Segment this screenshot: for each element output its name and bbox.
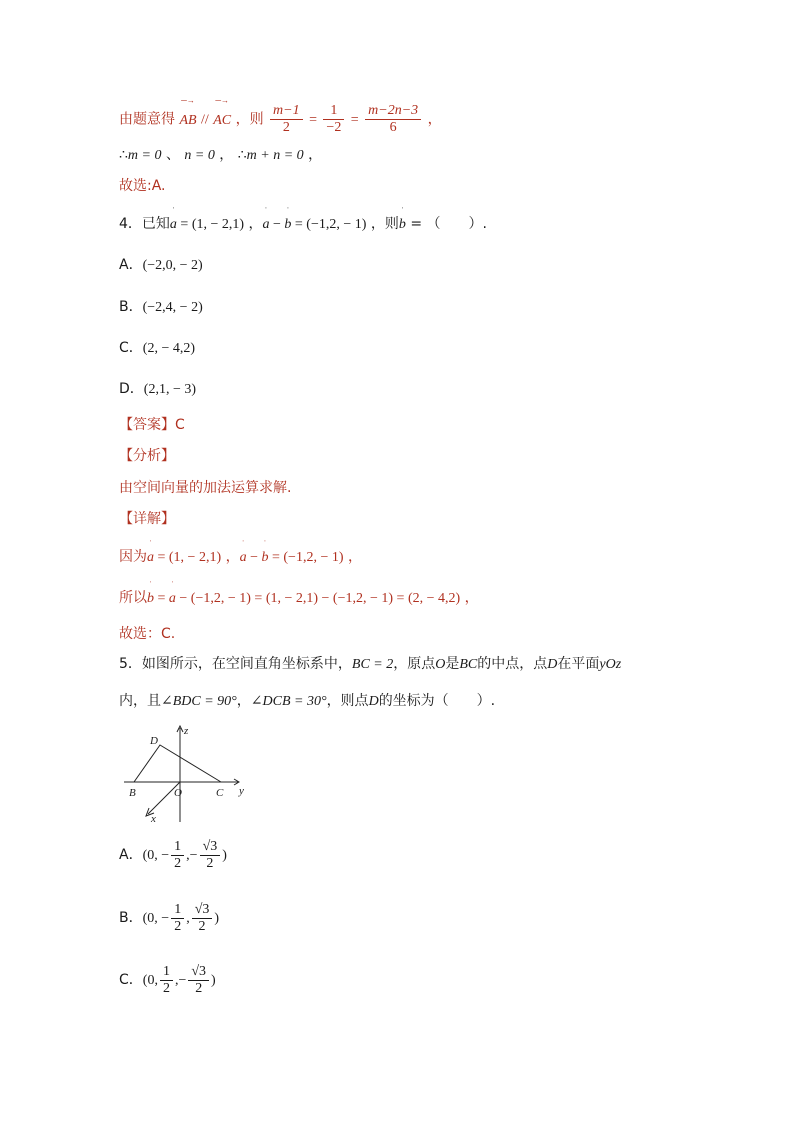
fraction-2-numerator: 1 — [323, 103, 344, 120]
fraction-2 — [323, 103, 344, 136]
fraction-half: $\frac{1}{2}$ — [171, 839, 184, 872]
difference-value: = (−1,2, − 1) — [268, 550, 344, 565]
option-label: C． — [119, 340, 143, 356]
fraction-1-denominator: 2 — [282, 120, 290, 135]
vector-ab: ─→ AB — [179, 95, 197, 128]
vector-a-value: = (1, − 2,1) — [154, 550, 222, 565]
solution-prefix: 由题意得 — [119, 111, 175, 128]
q5-text: 的坐标为（ ）. — [378, 693, 496, 709]
vector-a: ˈ a — [168, 580, 176, 606]
parallel-symbol: // — [201, 112, 209, 128]
q5-text: 内，且 — [119, 693, 161, 709]
triangle-bdc — [134, 745, 221, 782]
vector-arrow-icon: ˈ — [149, 580, 152, 589]
answer-line: 【答案】C — [119, 417, 185, 433]
difference-value: = (−1,2, − 1) — [291, 217, 367, 232]
line-comma: ， — [427, 111, 442, 128]
comma: ， — [219, 147, 234, 163]
vector-arrow-icon: ˈ — [264, 206, 268, 215]
equals-sign: = — [309, 112, 317, 128]
q5-text: 在平面 — [557, 656, 600, 672]
m-equation: m = 0 — [127, 148, 162, 163]
segment-bc: BC — [459, 657, 478, 672]
q5-text: ， — [236, 693, 251, 709]
fraction-1 — [270, 103, 303, 136]
q5-text: ，原点 — [393, 656, 436, 672]
option-b[interactable] — [119, 298, 203, 317]
label-x: x — [151, 813, 156, 825]
angle-dcb: ∠DCB = 30° — [250, 694, 327, 709]
detail-line-2 — [119, 580, 479, 608]
point-d: D — [547, 657, 558, 672]
label-d: D — [150, 735, 158, 747]
then-text: ，则 — [235, 111, 264, 128]
label-y: y — [239, 785, 244, 797]
vector-arrow-icon: ˈ — [263, 539, 267, 548]
detail-title: 【详解】 — [119, 511, 175, 527]
analysis-text: 由空间向量的加法运算求解. — [119, 480, 292, 496]
point-d: D — [368, 694, 379, 709]
q5-option-b[interactable]: B．(0, − $\frac{1}{2}$ , $\frac{√3}{2}$ ) — [119, 901, 220, 934]
label-z: z — [184, 725, 189, 737]
option-value: (−2,0, − 2) — [142, 258, 203, 273]
minus-sign: − — [269, 217, 285, 232]
comma: ， — [308, 147, 323, 163]
detail-line-1 — [119, 539, 362, 567]
solution-line-proportion — [119, 95, 442, 136]
point-o: O — [435, 657, 446, 672]
q5-text: ，则点 — [326, 693, 369, 709]
vector-b: ˈ b — [261, 539, 269, 565]
option-value: (2,1, − 3) — [143, 382, 197, 397]
coordinate-figure — [118, 722, 252, 826]
vector-arrow-icon: ˈ — [241, 539, 245, 548]
label-o: O — [174, 787, 182, 799]
vector-arrow-icon: ˈ — [172, 206, 175, 215]
option-value: (−2,4, − 2) — [142, 300, 203, 315]
vector-a-value: = (1, − 2,1) — [176, 217, 245, 232]
fraction-3 — [365, 103, 421, 136]
separator: 、 — [165, 147, 180, 163]
option-label: C． — [119, 972, 143, 988]
vector-b: ˈ b — [284, 206, 292, 232]
equals-sign: = — [154, 591, 169, 606]
comma: ， — [460, 590, 479, 606]
fraction-half: $\frac{1}{2}$ — [160, 964, 173, 997]
minus-sign: − — [246, 550, 262, 565]
option-label: A． — [119, 257, 143, 273]
equals-sign: = — [350, 112, 359, 128]
because-text: 因为 — [119, 549, 147, 565]
analysis-title: 【分析】 — [119, 448, 175, 464]
fraction-3-denominator: 6 — [389, 120, 397, 135]
label-c: C — [216, 787, 224, 799]
bc-equation: BC = 2 — [351, 657, 394, 672]
option-label: B． — [119, 910, 143, 926]
q5-text: 5．如图所示，在空间直角坐标系中， — [119, 656, 352, 672]
comma: ， — [221, 549, 240, 565]
comma: ， — [244, 216, 263, 232]
solution-line-values — [119, 146, 322, 165]
question-4-stem — [119, 206, 487, 234]
plane-yoz: yOz — [599, 657, 622, 672]
vector-ac: ─→ AC — [213, 95, 232, 128]
choice-line-c: 故选：C. — [119, 626, 176, 642]
fraction-sqrt3-half: $\frac{√3}{2}$ — [192, 902, 213, 935]
vector-arrow-icon: ˈ — [149, 539, 152, 548]
q5-text: 是 — [445, 656, 460, 672]
vector-a: ˈ a — [239, 539, 247, 565]
so-text: 所以 — [119, 590, 147, 606]
question-5-line-1 — [119, 655, 621, 674]
then-text: ，则 — [366, 216, 399, 232]
sum-equation: m + n = 0 — [246, 148, 304, 163]
option-label: D． — [119, 381, 144, 397]
option-a[interactable] — [119, 256, 203, 275]
vector-arrow-icon: ˈ — [171, 580, 174, 589]
fraction-sqrt3-half: $\frac{√3}{2}$ — [200, 839, 221, 872]
vector-a: ˈ a — [169, 206, 177, 232]
fraction-2-denominator: −2 — [326, 120, 342, 135]
question-4-prefix: 4．已知 — [119, 216, 170, 232]
fraction-half: $\frac{1}{2}$ — [171, 902, 184, 935]
therefore-symbol: ∴ — [237, 148, 247, 163]
fraction-3-numerator: m−2n−3 — [365, 103, 421, 120]
vector-arrow-icon: ˈ — [401, 206, 404, 215]
fraction-sqrt3-half: $\frac{√3}{2}$ — [188, 964, 209, 997]
computation: − (−1,2, − 1) = (1, − 2,1) − (−1,2, − 1) = (2, − 4,2) — [175, 591, 461, 606]
q5-option-c[interactable]: C．(0, $\frac{1}{2}$ ,− $\frac{√3}{2}$ ) — [119, 963, 216, 996]
vector-arrow-icon: ─→ — [215, 95, 230, 105]
label-b: B — [129, 787, 136, 799]
vector-b: ˈ b — [147, 580, 154, 606]
question-5-line-2 — [119, 692, 495, 711]
fraction-1-numerator: m−1 — [270, 103, 303, 120]
vector-a: ˈ a — [147, 539, 154, 565]
vector-a: ˈ a — [262, 206, 270, 232]
q5-text: 的中点，点 — [477, 656, 548, 672]
n-equation: n = 0 — [184, 148, 215, 163]
q5-option-a[interactable]: A．(0, − $\frac{1}{2}$ ,− $\frac{√3}{2}$ ) — [119, 838, 227, 871]
option-label: A． — [119, 847, 143, 863]
angle-bdc: ∠BDC = 90° — [161, 694, 237, 709]
vector-b: ˈ b — [398, 206, 406, 232]
question-ask: = （ ）. — [405, 216, 487, 232]
option-d[interactable] — [119, 380, 196, 399]
option-value: (2, − 4,2) — [142, 341, 196, 356]
option-label: B． — [119, 299, 143, 315]
therefore-symbol: ∴ — [119, 148, 128, 163]
comma: ， — [343, 549, 362, 565]
vector-arrow-icon: ─→ — [181, 95, 195, 105]
choice-line-a: 故选:A. — [119, 178, 166, 194]
option-c[interactable] — [119, 339, 195, 358]
vector-arrow-icon: ˈ — [286, 206, 290, 215]
